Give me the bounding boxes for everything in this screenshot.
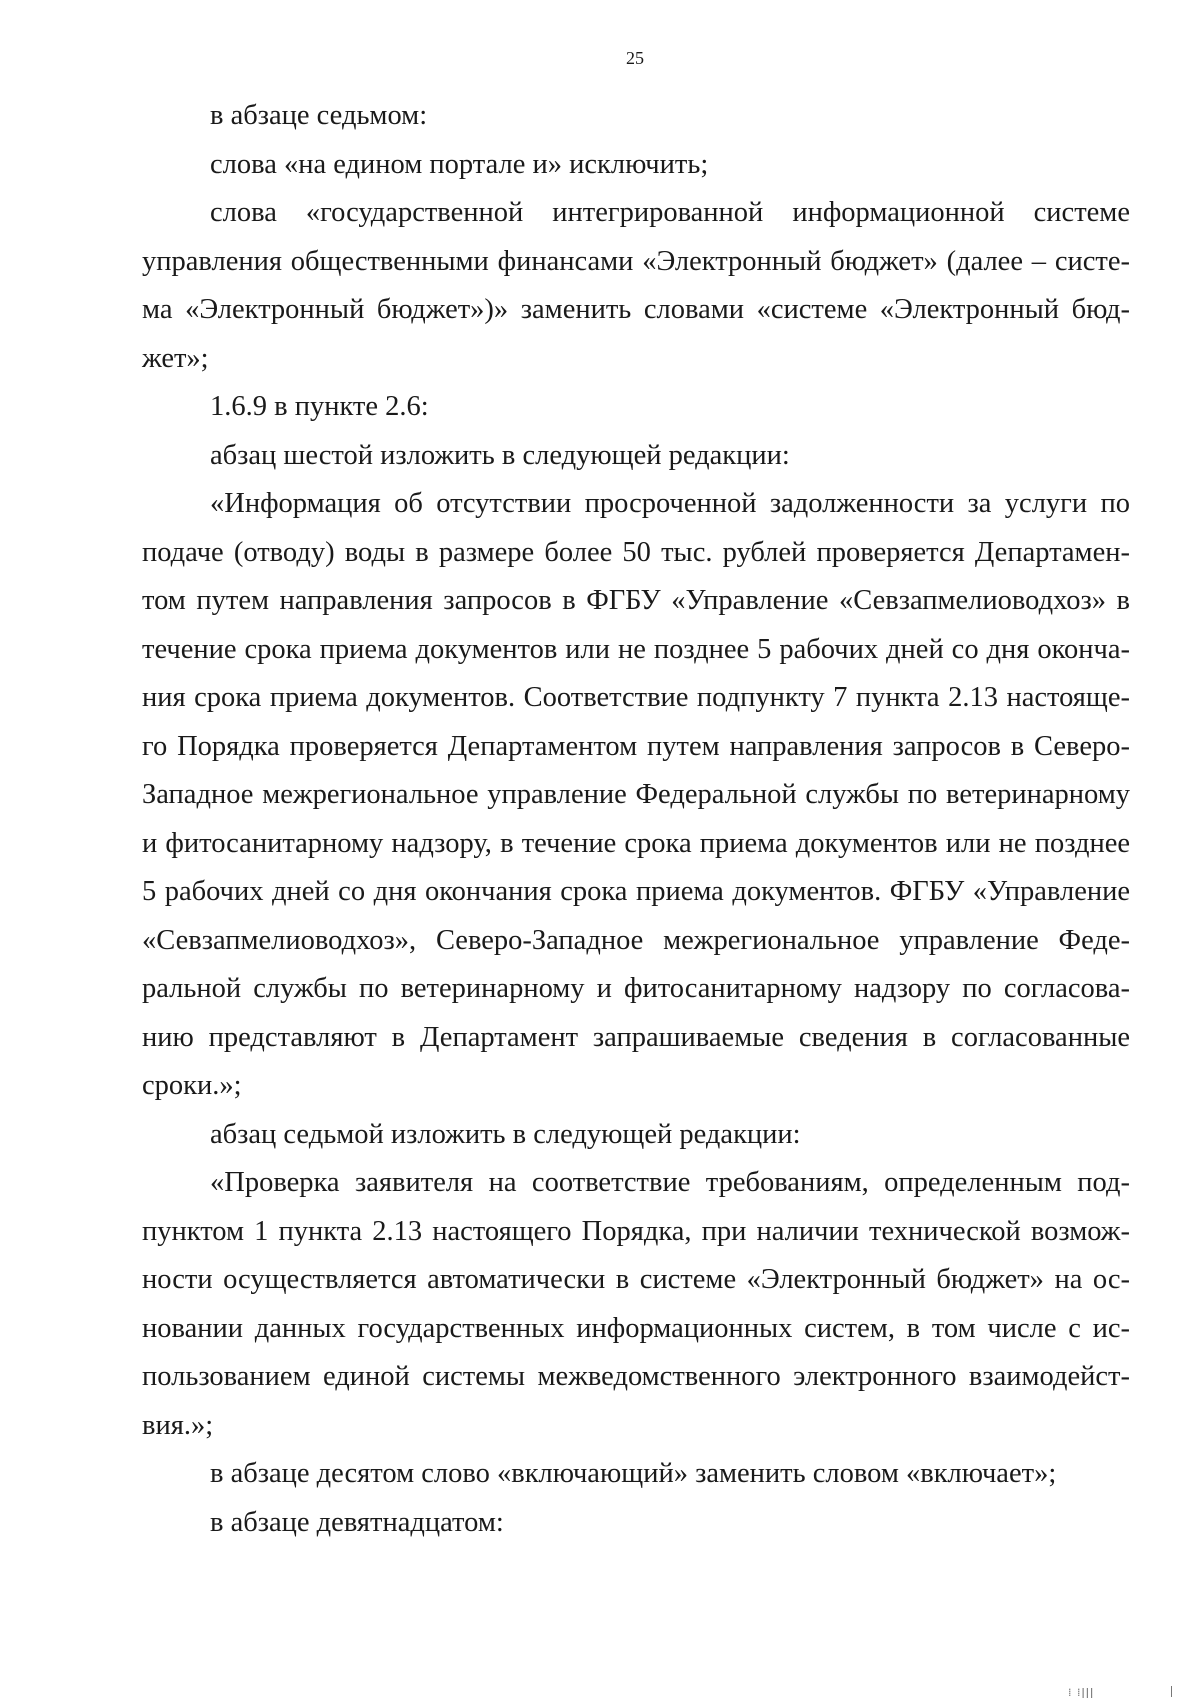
paragraph: слова «на едином портале и» исключить;	[210, 148, 709, 180]
paragraph: «Информация об отсутствии просроченной задолженности за услуги по подаче (отводу) воды в размере более 50 тыс. рублей проверяется Департаментом путем направления запросов в ФГБУ «Управление «Севзапмелиоводхоз» в течение срока приема документов или не позднее 5 рабочих дней со дня окончания срока приема документов. Соответствие подпункту 7 пункта 2.13 настоящего Порядка проверяется Департаментом путем направления запросов в Северо-Западное межрегиональное управление Федеральной службы по ветеринарному и фитосанитарному надзору, в течение срока приема документов или не позднее 5 рабочих дней со дня окончания срока приема документов. ФГБУ «Управление «Севзапмелиоводхоз», Северо-Западное межрегиональное управление Федеральной службы по ветеринарному и фитосанитарному надзору по согласованию представляют в Департамент запрашиваемые сведения в согласованные сроки.»;	[142, 488, 1130, 1101]
paragraph: абзац седьмой изложить в следующей редакции:	[210, 1118, 801, 1150]
paragraph: 1.6.9 в пункте 2.6:	[210, 391, 429, 422]
paragraph: слова «государственной интегрированной информационной системе управления общественными финансами «Электронный бюджет» (далее – система «Электронный бюджет»)» заменить словами «системе «Электронный бюджет»;	[142, 197, 1130, 374]
paragraph: «Проверка заявителя на соответствие требованиям, определенным подпунктом 1 пункта 2.13 настоящего Порядка, при наличии технической возможности осуществляется автоматически в системе «Электронный бюджет» на основании данных государственных информационных систем, в том числе с использованием единой системы межведомственного электронного взаимодействия.»;	[142, 1167, 1130, 1441]
paragraph: абзац шестой изложить в следующей редакции:	[210, 439, 790, 471]
scan-artifact: ⁞ ⁞ǀǀǀ	[1068, 1686, 1095, 1699]
paragraph: в абзаце седьмом:	[210, 100, 428, 131]
page-number: 25	[626, 48, 644, 68]
paragraph: в абзаце девятнадцатом:	[210, 1506, 504, 1538]
document-body	[142, 92, 1130, 1547]
paragraph: в абзаце десятом слово «включающий» заменить словом «включает»;	[210, 1458, 1057, 1489]
scan-artifact-line	[1171, 1686, 1172, 1697]
scan-artifact-marks	[1068, 1686, 1178, 1697]
